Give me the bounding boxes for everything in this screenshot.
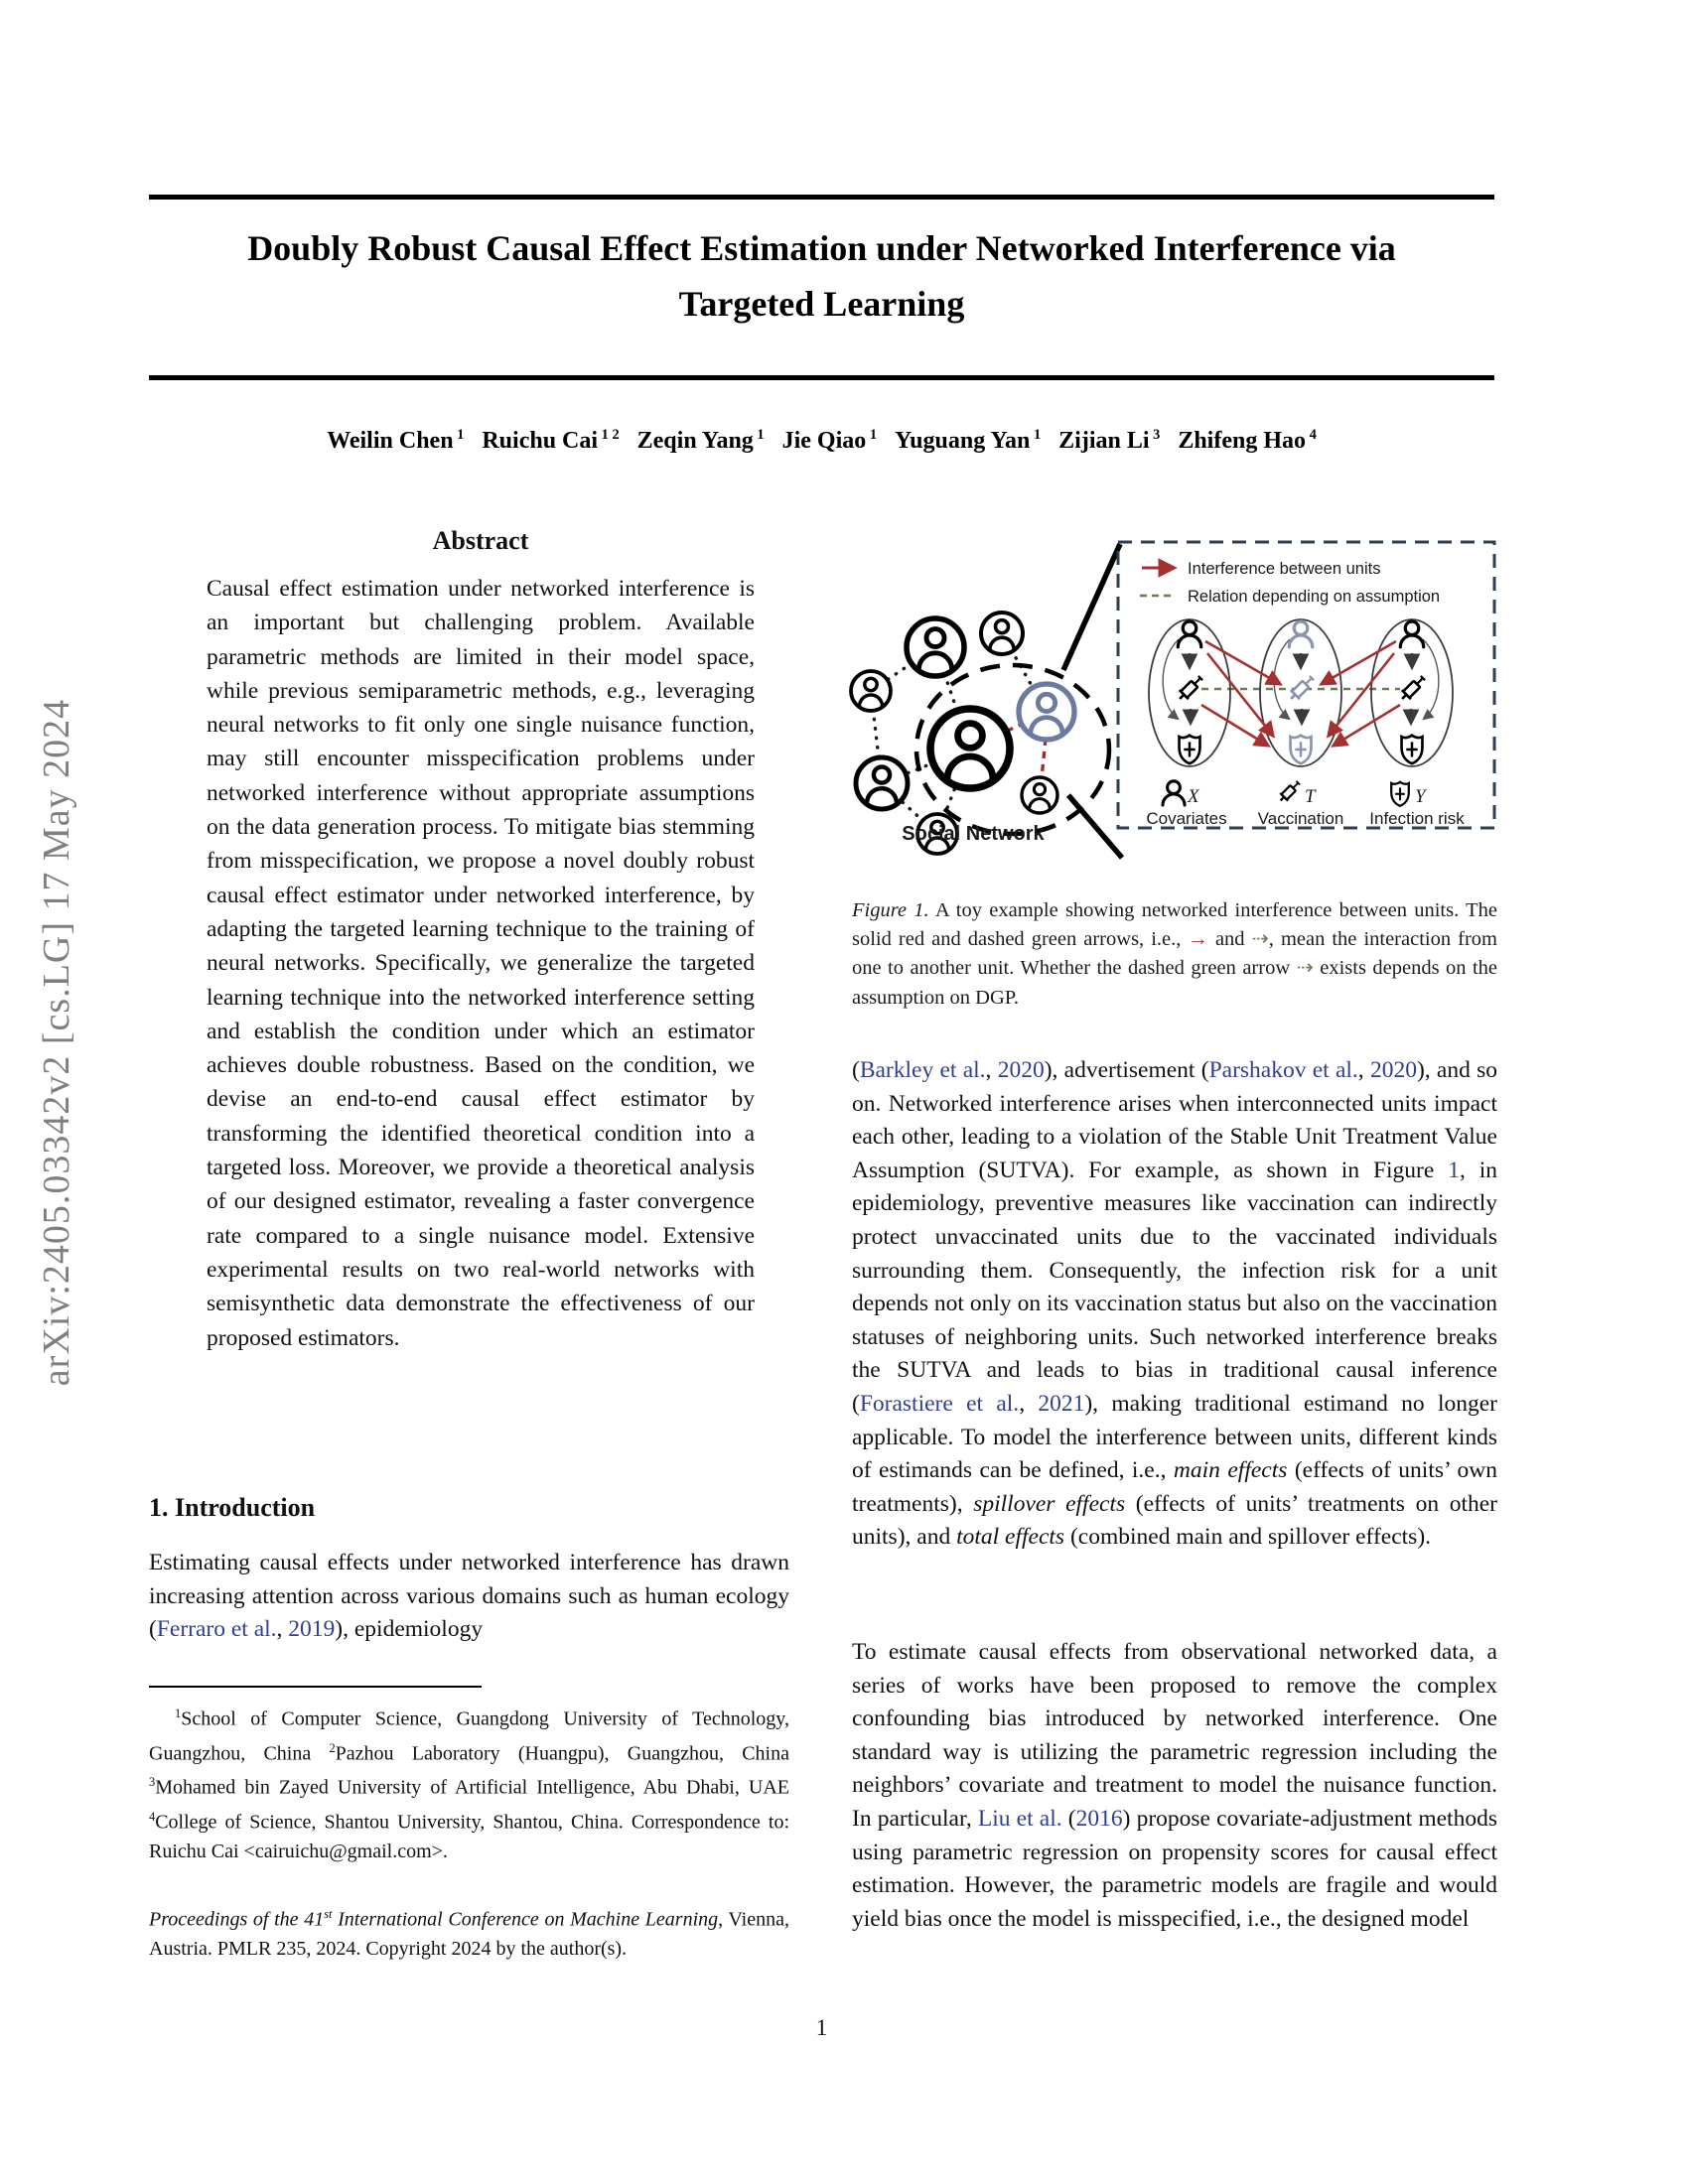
text-segment: (effects of units’ treatments on other units), and xyxy=(852,1490,1497,1551)
text-segment: 4 xyxy=(1306,427,1317,443)
citation-link[interactable]: Parshakov et al. xyxy=(1208,1057,1358,1083)
figure-icon-key xyxy=(1146,779,1465,828)
text-segment xyxy=(1041,428,1058,454)
text-segment: A toy example showing networked interference between units. The solid red and dashed green arrows, i.e., xyxy=(852,899,1497,951)
proceedings-notice xyxy=(149,1900,789,1964)
text-segment: International Conference on Machine Learning xyxy=(332,1908,719,1931)
text-segment: Yuguang Yan xyxy=(895,428,1031,454)
text-segment: → xyxy=(1188,928,1208,951)
text-segment: Ruichu Cai xyxy=(482,428,599,454)
text-segment: 1 xyxy=(175,1706,182,1720)
person-icon xyxy=(907,618,964,676)
covariate-person-icon-blue xyxy=(1289,621,1312,647)
text-segment: ), advertisement ( xyxy=(1044,1057,1209,1083)
text-segment: , in epidemiology, preventive measures like vaccination can indirectly protect unvaccinated units due to the vaccinated individuals surrounding them. Consequently, the infection risk for a unit depends not only on its vaccination status but also on the vaccination statuses of neighboring units. Such networked interference breaks the SUTVA and leads to bias in traditional causal inference ( xyxy=(852,1157,1497,1417)
shield-icon xyxy=(1391,782,1409,806)
text-segment: total effects xyxy=(956,1524,1065,1551)
text-segment: 3 xyxy=(1149,427,1161,443)
citation-link[interactable]: 1 xyxy=(1448,1157,1460,1183)
text-segment: 4 xyxy=(149,1809,156,1824)
infection-shield-icon-blue xyxy=(1291,736,1312,764)
vaccination-syringe-icon xyxy=(1398,673,1428,703)
text-segment: Jie Qiao xyxy=(781,428,867,454)
abstract-text: Causal effect estimation under networked interference is an important but challenging problem. Available parametric methods are limited in their model space, while previous semiparametric methods, e.g., leveraging neural networks to fit only one single nuisance function, may still encounter misspecification problems under networked interference without appropriate assumptions on the data generation process. To mitigate bias stemming from misspecification, we propose a novel doubly robust causal effect estimator under networked interference, by adapting the targeted learning technique to the training of neural networks. Specifically, we generalize the targeted learning technique into the networked interference setting and establish the condition under which an estimator achieves double robustness. Based on the condition, we devise an end-to-end causal effect estimator by transforming the identified theoretical condition into a targeted loss. Moreover, we provide a theoretical analysis of our designed estimator, revealing a faster convergence rate compared to a single nuisance model. Extensive experimental results on two real-world networks with semisynthetic data demonstrate the effectiveness of our proposed estimators. xyxy=(207,576,755,1351)
unit-middle xyxy=(1274,621,1316,763)
figure-1-graphic xyxy=(824,508,1539,866)
social-network-label: Social Network xyxy=(902,823,1045,845)
text-segment: st xyxy=(324,1907,333,1921)
citation-link[interactable]: 2020 xyxy=(997,1057,1045,1083)
text-segment: School of Computer Science, Guangdong University of Technology, Guangzhou, China xyxy=(149,1707,789,1765)
x-to-y-curved-arrow xyxy=(1274,639,1290,719)
top-rule xyxy=(149,195,1494,200)
text-segment: and xyxy=(1207,928,1252,951)
paper-title xyxy=(149,220,1494,332)
affiliations-footnote xyxy=(149,1700,789,1866)
section-heading-introduction: 1. Introduction xyxy=(149,1493,316,1522)
abstract-heading: Abstract xyxy=(432,526,529,555)
text-segment: 1 xyxy=(753,427,765,443)
text-segment: (effects of units’ own treatments), xyxy=(852,1457,1497,1517)
text-segment: Mohamed bin Zayed University of Artificial Intelligence, Abu Dhabi, UAE xyxy=(155,1776,789,1799)
figure-1-caption xyxy=(852,896,1497,1013)
paper-title-line-2: Targeted Learning xyxy=(678,284,965,324)
variable-t: T xyxy=(1305,786,1316,807)
text-segment: Zeqin Yang xyxy=(636,428,754,454)
text-segment xyxy=(464,428,482,454)
x-to-y-curved-arrow xyxy=(1163,639,1179,719)
citation-link[interactable]: Forastiere et al. xyxy=(859,1390,1020,1417)
citation-link[interactable]: 2020 xyxy=(1369,1057,1417,1083)
introduction-paragraph xyxy=(149,1547,789,1647)
person-icon xyxy=(1022,777,1057,813)
text-segment xyxy=(877,428,895,454)
covariate-person-icon xyxy=(1178,621,1200,647)
person-icon xyxy=(981,613,1023,654)
footnote-rule xyxy=(149,1686,482,1688)
person-icon xyxy=(851,671,891,711)
body-paragraph-2 xyxy=(852,1636,1497,1936)
text-segment: 1 xyxy=(453,427,465,443)
text-segment: Figure 1. xyxy=(852,899,929,921)
text-segment xyxy=(765,428,782,454)
text-segment: , mean the interaction from one to another unit. Whether the dashed green arrow xyxy=(852,928,1497,980)
citation-link[interactable]: 2021 xyxy=(1038,1390,1085,1417)
text-segment: ), making traditional estimand no longer applicable. To model the interference between units, different kinds of estimands can be defined, i.e., xyxy=(852,1390,1497,1484)
text-segment: ( xyxy=(1061,1805,1076,1832)
text-segment: Zhifeng Hao xyxy=(1178,428,1306,454)
vaccination-label: Vaccination xyxy=(1257,809,1344,828)
mid-rule xyxy=(149,375,1494,380)
person-icon xyxy=(1163,781,1185,805)
text-segment: 3 xyxy=(149,1775,156,1790)
citation-link[interactable]: 2016 xyxy=(1075,1805,1123,1832)
text-segment: Estimating causal effects under networked interference has drawn increasing attention across various domains such as human ecology ( xyxy=(149,1550,789,1643)
person-icon-highlighted-blue xyxy=(1019,684,1074,740)
text-segment: , xyxy=(1019,1390,1039,1417)
vaccination-syringe-icon xyxy=(1176,673,1205,703)
body-paragraph-1 xyxy=(852,1054,1497,1555)
person-icon-central xyxy=(930,709,1010,788)
text-segment: ⇢ xyxy=(1251,928,1269,951)
person-icon xyxy=(856,757,908,809)
text-segment: 1 2 xyxy=(598,427,620,443)
text-segment: main effects xyxy=(1173,1457,1288,1484)
citation-link[interactable]: Liu et al. xyxy=(977,1805,1062,1832)
citation-link[interactable]: 2019 xyxy=(288,1616,336,1643)
figure-1 xyxy=(824,508,1539,866)
covariate-person-icon xyxy=(1400,621,1423,647)
page-number: 1 xyxy=(815,2015,828,2040)
legend-relation-label: Relation depending on assumption xyxy=(1188,588,1441,606)
author-list xyxy=(149,427,1494,455)
unit-left xyxy=(1163,621,1204,763)
text-segment: , xyxy=(1357,1057,1370,1083)
text-segment: (combined main and spillover effects). xyxy=(1064,1524,1432,1551)
text-segment: 2 xyxy=(329,1740,336,1755)
legend-interference-label: Interference between units xyxy=(1188,560,1381,578)
text-segment: Pazhou Laboratory (Huangpu), Guangzhou, China xyxy=(335,1742,789,1765)
vaccination-syringe-icon-blue xyxy=(1287,673,1317,703)
syringe-icon xyxy=(1277,779,1303,805)
text-segment: ), and so on. Networked interference arises when interconnected units impact each other, leading to a violation of the Stable Unit Treatment Value Assumption (SUTVA). For example, as shown in Figure xyxy=(852,1057,1497,1183)
text-segment: ⇢ xyxy=(1296,957,1314,980)
text-segment: , xyxy=(985,1057,998,1083)
covariates-label: Covariates xyxy=(1146,809,1227,828)
unit-right xyxy=(1398,621,1439,763)
text-segment: spillover effects xyxy=(973,1490,1126,1517)
arxiv-stamp: arXiv:2405.03342v2 [cs.LG] 17 May 2024 xyxy=(36,698,77,1387)
text-segment xyxy=(620,428,637,454)
text-segment: Zijian Li xyxy=(1058,428,1150,454)
variable-x: X xyxy=(1188,786,1199,807)
citation-link[interactable]: Ferraro et al. xyxy=(156,1616,277,1643)
paper-title-line-1: Doubly Robust Causal Effect Estimation under Networked Interference via xyxy=(247,228,1396,268)
figure-legend xyxy=(1140,560,1440,606)
infection-shield-icon xyxy=(1180,736,1200,764)
text-segment: ) propose covariate-adjustment methods using parametric regression on propensity scores for causal effect estimation. However, the parametric models are fragile and would yield bias once the model is misspecified, i.e., the designed model xyxy=(852,1805,1497,1932)
infection-risk-label: Infection risk xyxy=(1369,809,1465,828)
text-segment: College of Science, Shantou University, Shantou, China. Correspondence to: Ruichu Cai <cairuichu@gmail.com>. xyxy=(149,1811,789,1862)
text-segment: 1 xyxy=(866,427,878,443)
text-segment: exists depends on the assumption on DGP. xyxy=(852,957,1497,1009)
text-segment: To estimate causal effects from observational networked data, a series of works have been proposed to remove the complex confounding bias introduced by networked interference. One standard way is utilizing the parametric regression including the neighbors’ covariate and treatment to model the nuisance function. In particular, xyxy=(852,1639,1497,1832)
text-segment: 1 xyxy=(1030,427,1042,443)
text-segment: ), epidemiology xyxy=(335,1616,484,1643)
text-segment: Proceedings of the 41 xyxy=(149,1908,325,1931)
citation-link[interactable]: Barkley et al. xyxy=(859,1057,986,1083)
infection-shield-icon xyxy=(1402,736,1423,764)
text-segment xyxy=(1160,428,1178,454)
text-segment: Weilin Chen xyxy=(327,428,454,454)
text-segment: , Vienna, Austria. PMLR 235, 2024. Copyright 2024 by the author(s). xyxy=(149,1908,789,1960)
variable-y: Y xyxy=(1415,786,1426,807)
text-segment: , xyxy=(276,1616,289,1643)
text-segment: ( xyxy=(852,1057,860,1083)
